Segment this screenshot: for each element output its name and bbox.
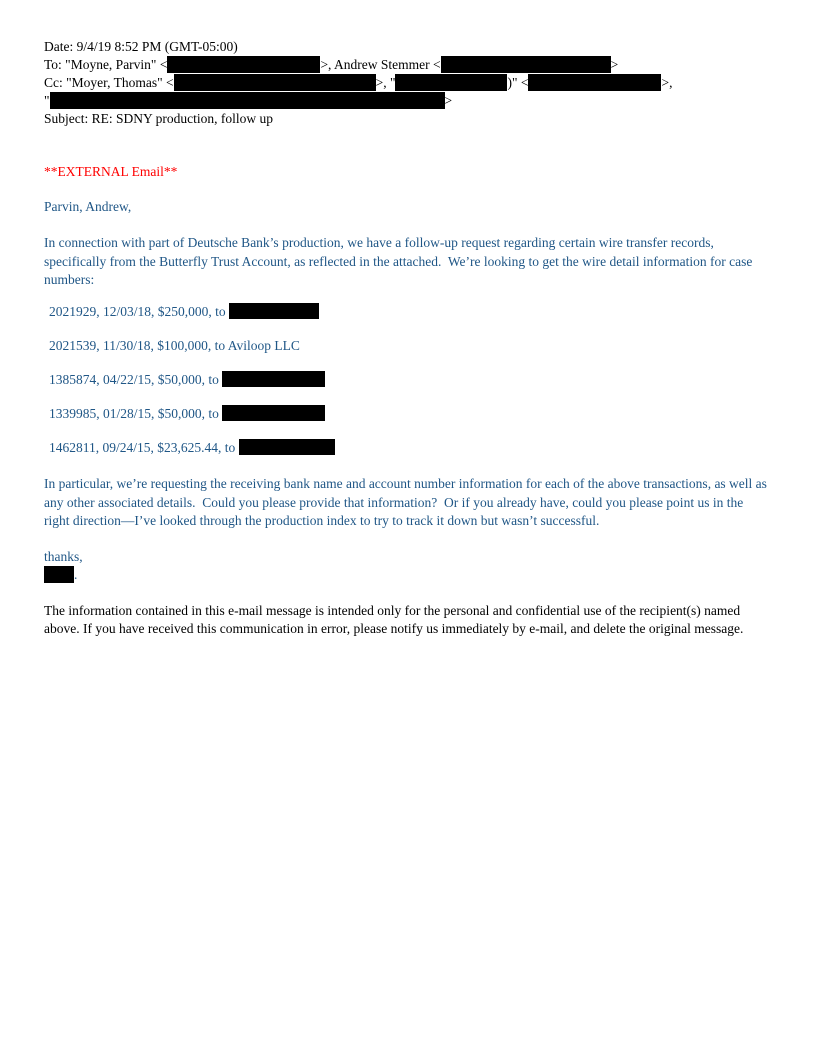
- wire-item-text: 1462811, 09/24/15, $23,625.44, to: [49, 439, 239, 455]
- wire-item: [44, 439, 772, 458]
- wire-item: [44, 405, 772, 424]
- redaction-bar: [167, 56, 320, 73]
- closing-text: thanks,: [44, 548, 83, 564]
- redaction-bar: [528, 74, 661, 91]
- redaction-bar: [441, 56, 611, 73]
- request-paragraph: In connection with part of Deutsche Bank’s production, we have a follow-up request regarding certain wire transfer records, specifically from the Butterfly Trust Account, as reflected in the attached. We’re looking to get the wire detail information for case numbers:: [44, 235, 756, 287]
- redaction-bar: [174, 74, 376, 91]
- details-paragraph: In particular, we’re requesting the receiving bank name and account number information for each of the above transactions, as well as any other associated details. Could you please provide that information? Or if you already have, could you please point us in the right direction—I’ve looked through the production index to try to track it down but wasn’t successful.: [44, 476, 771, 528]
- wire-item-text: 1339985, 01/28/15, $50,000, to: [49, 405, 223, 421]
- redaction-bar: [229, 303, 319, 319]
- redaction-bar: [50, 92, 445, 109]
- cc-line-suffix: >,: [661, 75, 673, 90]
- redaction-bar: [222, 371, 325, 387]
- redaction-bar: [395, 74, 507, 91]
- email-header: [44, 38, 772, 128]
- cc-line: [44, 74, 772, 92]
- cc-line2-prefix: ": [44, 93, 50, 108]
- date-line: Date: 9/4/19 8:52 PM (GMT-05:00): [44, 39, 238, 54]
- confidentiality-disclaimer: The information contained in this e-mail message is intended only for the personal and confidential use of the recipient(s) named above. If you have received this communication in error, please notify us immediately by e-mail, and delete the original message.: [44, 602, 744, 636]
- external-email-banner: **EXTERNAL Email**: [44, 164, 178, 179]
- cc-continuation-line: [44, 92, 772, 110]
- wire-item-text: 2021539, 11/30/18, $100,000, to Aviloop LLC: [49, 337, 300, 353]
- wire-item: [44, 337, 772, 356]
- to-line: [44, 56, 772, 74]
- to-line-mid: >, Andrew Stemmer <: [320, 57, 441, 72]
- cc-line-mid1: >, ": [375, 75, 396, 90]
- cc-line-mid2: )" <: [507, 75, 529, 90]
- signature-line: [44, 566, 772, 585]
- greeting: Parvin, Andrew,: [44, 198, 132, 214]
- redaction-bar: [222, 405, 325, 421]
- wire-transfer-list: [44, 303, 772, 458]
- wire-item: [44, 303, 772, 322]
- wire-item: [44, 371, 772, 390]
- to-line-prefix: To: "Moyne, Parvin" <: [44, 57, 168, 72]
- signature-period: .: [74, 567, 78, 582]
- cc-line-prefix: Cc: "Moyer, Thomas" <: [44, 75, 174, 90]
- cc-line2-suffix: >: [444, 93, 453, 108]
- to-line-suffix: >: [610, 57, 619, 72]
- subject-line: Subject: RE: SDNY production, follow up: [44, 111, 273, 126]
- wire-item-text: 1385874, 04/22/15, $50,000, to: [49, 371, 223, 387]
- redaction-bar: [239, 439, 335, 455]
- wire-item-text: 2021929, 12/03/18, $250,000, to: [49, 303, 230, 319]
- closing-block: [44, 548, 772, 585]
- redaction-bar: [44, 566, 74, 583]
